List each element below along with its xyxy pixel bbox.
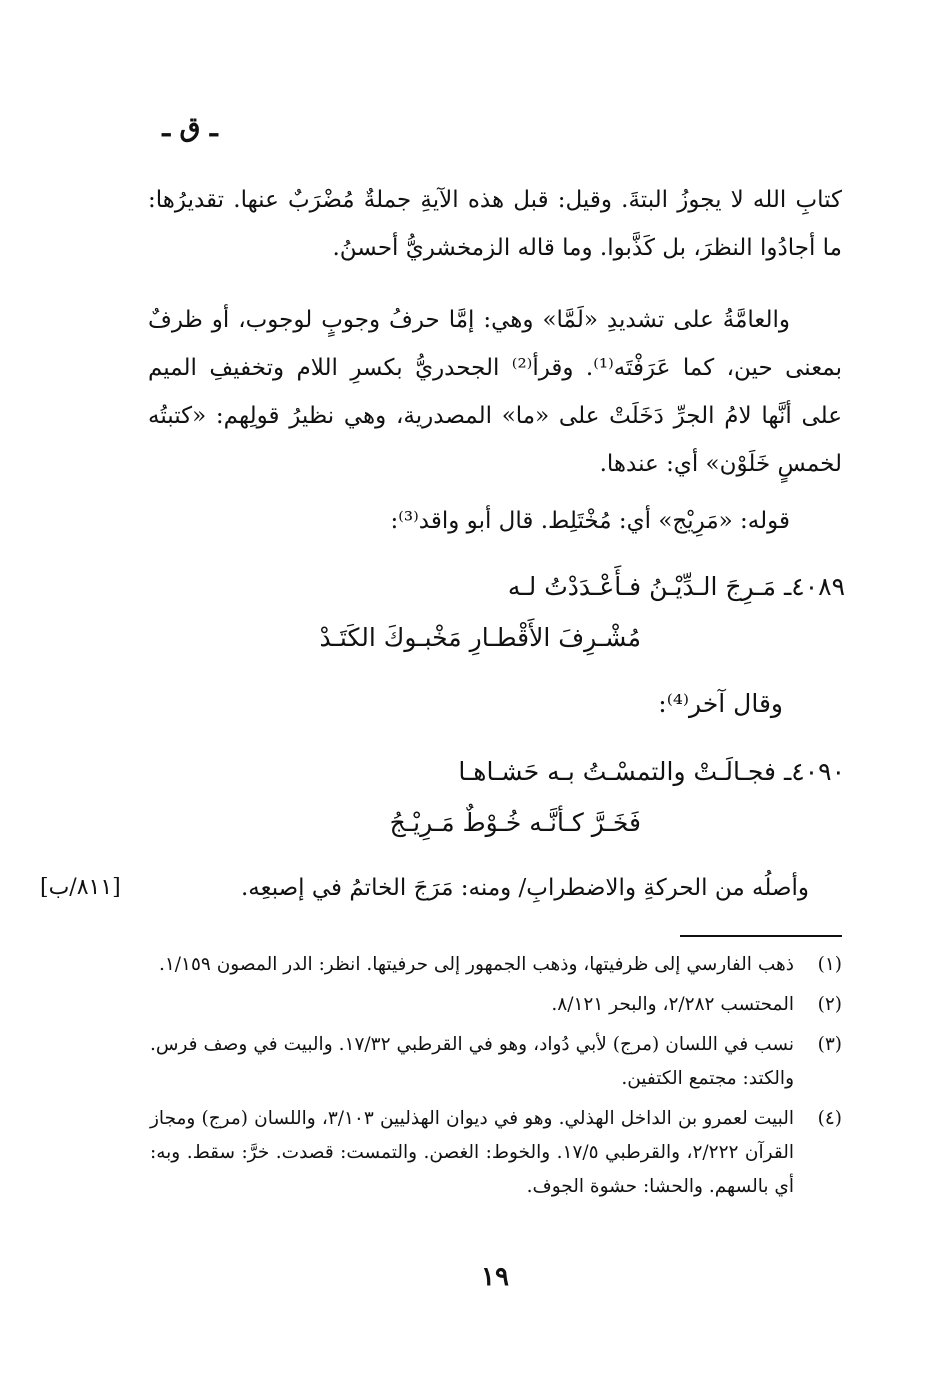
paragraph-1: كتابِ الله لا يجوزُ البتةَ. وقيل: قبل هذه الآيةِ جملةٌ مُضْرَبٌ عنها. تقديرُها: ما أجادُوا النظرَ، بل كَذَّبوا. وما قاله الزمخشريُّ أحسنُ. [148,187,842,261]
footnote-number: (٣) [817,1034,842,1055]
page-number: ١٩ [481,1262,509,1292]
footnote-1 [150,948,842,982]
footnote-text: ذهب الفارسي إلى ظرفيتها، وذهب الجمهور إلى حرفيتها. انظر: الدر المصون ١/١٥٩. [158,954,794,975]
footnotes [150,948,842,1210]
footnote-number: (٢) [817,994,842,1015]
footnote-3 [150,1028,842,1096]
verse-4089-second-hemistich: مُشْـرِفَ الأَقْطـارِ مَخْبـوكَ الكَتَـدْ [319,623,641,652]
footnote-divider [680,935,842,937]
paragraph-4: وأصلُه من الحركةِ والاضطرابِ/ ومنه: مَرَجَ الخاتمُ في إصبعِه. [240,875,809,901]
footnote-number: (٤) [817,1108,842,1129]
paragraph-3: قوله: «مَرِيْج» أي: مُخْتَلِط. قال أبو واقد⁽³⁾: [390,508,790,534]
footnote-number: (١) [817,954,842,975]
footnote-text: البيت لعمرو بن الداخل الهذلي. وهو في ديوان الهذليين ٣/١٠٣، واللسان (مرج) ومجاز القرآن ٢/٢٢٢، والقرطبي ١٧/٥. والخوط: الغصن. والتمست: قصدت. خرَّ: سقط. وبه: أي بالسهم. والحشا: حشوة الجوف. [150,1108,794,1197]
page-header: ـ ق ـ [162,112,218,143]
footnote-2 [150,988,842,1022]
verse-4090-first-hemistich: ٤٠٩٠ـ فجـالَـتْ والتمسْـتُ بـه حَشـاهـا [458,757,845,786]
verse-4090-intro: وقال آخر⁽⁴⁾: [658,689,783,718]
footnote-text: المحتسب ٢/٢٨٢، والبحر ٨/١٢١. [551,994,794,1015]
footnote-text: نسب في اللسان (مرج) لأبي دُواد، وهو في القرطبي ١٧/٣٢. والبيت في وصف فرس. والكتد: مجتمع الكتفين. [150,1034,794,1089]
verse-4090-second-hemistich: فَخَـرَّ كـأنَّـه خُـوْطٌ مَـرِيْـجُ [389,808,641,837]
manuscript-folio-reference: [٨١١/ب] [40,875,121,900]
verse-4089-first-hemistich: ٤٠٨٩ـ مَـرِجَ الـدِّيْـنُ فـأَعْـدَدْتُ لـه [507,572,845,601]
footnote-4 [150,1102,842,1204]
paragraph-2: والعامَّةُ على تشديدِ «لَمَّا» وهي: إمَّا حرفُ وجوبٍ لوجوب، أو ظرفٌ بمعنى حين، كما عَرَفْتَه⁽¹⁾. وقرأ⁽²⁾ الجحدريُّ بكسرِ اللام وتخفيفِ الميم على أنَّها لامُ الجرِّ دَخَلَتْ على «ما» المصدرية، وهي نظيرُ قولِهم: «كتبتُه لخمسٍ خَلَوْن» أي: عندها. [148,307,843,477]
